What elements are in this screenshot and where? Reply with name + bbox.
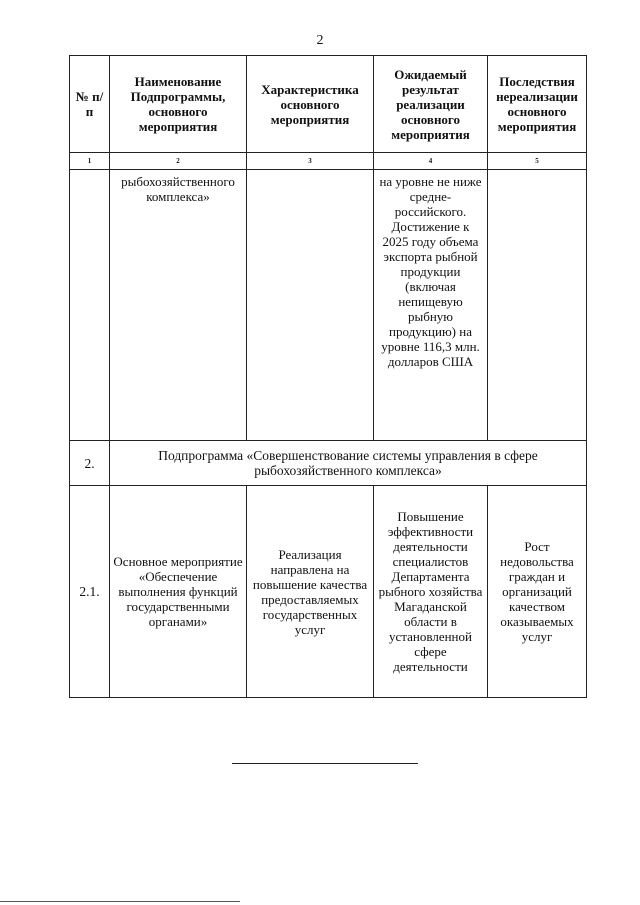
header-number: № п/п [70, 56, 110, 153]
column-number: 3 [247, 153, 374, 170]
continuation-result-cell: на уровне не ниже средне-российского. Достижение к 2025 году объема экспорта рыбной продукции (включая непищевую рыбную продукцию) на уровне 116,3 млн. долларов США [374, 170, 488, 441]
column-number: 2 [110, 153, 247, 170]
scan-edge-line [0, 901, 240, 902]
continuation-row [70, 170, 587, 441]
item-expected-result: Повышение эффективности деятельности специалистов Департамента рыбного хозяйства Магаданской области в установленной сфере деятельности [374, 486, 488, 698]
item-characteristic: Реализация направлена на повышение качества предоставляемых государственных услуг [247, 486, 374, 698]
subprogram-number: 2. [70, 441, 110, 486]
continuation-consequences-cell [488, 170, 587, 441]
continuation-name-cell: рыбохозяйственного комплекса» [110, 170, 247, 441]
header-name: Наименование Подпрограммы, основного мероприятия [110, 56, 247, 153]
header-row [70, 56, 587, 153]
item-number: 2.1. [70, 486, 110, 698]
subprogram-row [70, 441, 587, 486]
page-number: 2 [316, 33, 324, 48]
column-number: 4 [374, 153, 488, 170]
column-number: 5 [488, 153, 587, 170]
column-numbers-row [70, 153, 587, 170]
item-row [70, 486, 587, 698]
continuation-number-cell [70, 170, 110, 441]
subprogram-title: Подпрограмма «Совершенствование системы управления в сфере рыбохозяйственного комплекса» [110, 441, 587, 486]
item-consequences: Рост недовольства граждан и организаций качеством оказываемых услуг [488, 486, 587, 698]
continuation-characteristic-cell [247, 170, 374, 441]
header-expected-result: Ожидаемый результат реализации основного мероприятия [374, 56, 488, 153]
program-table [69, 55, 587, 698]
header-characteristic: Характеристика основного мероприятия [247, 56, 374, 153]
footer-divider [232, 763, 418, 764]
item-name: Основное мероприятие «Обеспечение выполнения функций государственными органами» [110, 486, 247, 698]
column-number: 1 [70, 153, 110, 170]
header-consequences: Последствия нереализации основного мероприятия [488, 56, 587, 153]
